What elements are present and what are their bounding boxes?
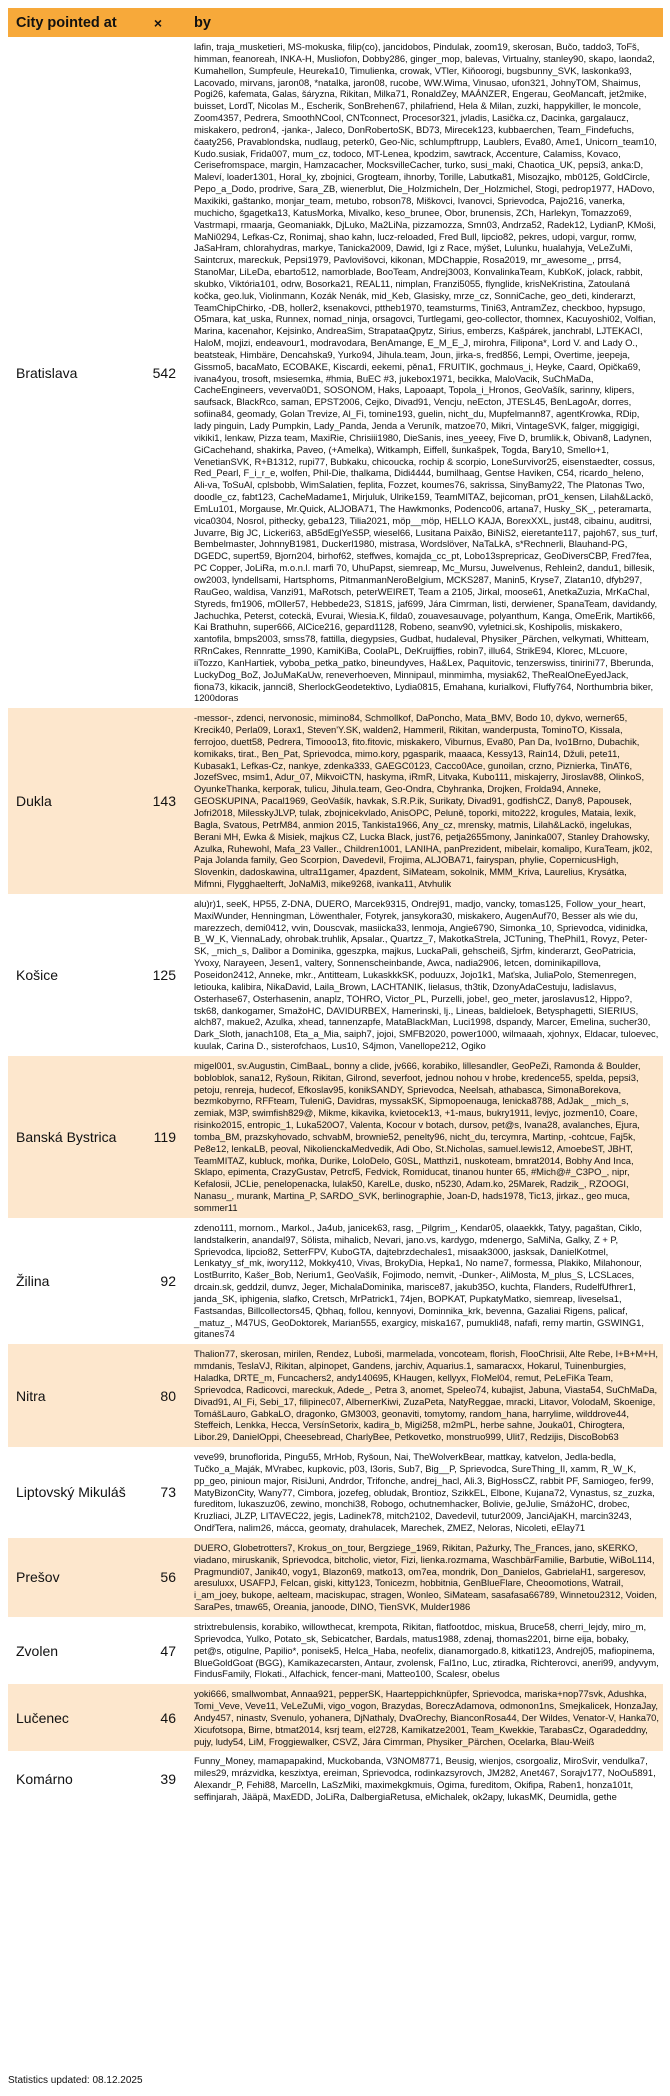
finders-list-cell: DUERO, Globetrotters7, Krokus_on_tour, Bergziege_1969, Rikitan, Pažurky, The_Frances, jano, sKERKO, viadano, miruskanik, Sprievodca, bitcholic, vietor, Fizi, lienka.rozmama, WaschbärFamilie, Barbutie, WiBoL114, Pragmundi07, Janik40, vogy1, Blazon69, matko13, om7ea, mondrik, Don_Danielos, GabrielaH1, sargeresov, aresuluxx, USAFPJ, Felcan, giski, kitty123, Tonicezm, hobbitnia, GenBlueFlare, Cheoomotions, Watrail, i_am_joey, bukope, aelteam, maciskupac, stragen, Wonleo, SiMateam, sasafasa66789, Winnetou2312, Voiden, SaraPes, tmaw65, Oreania, janoode, DINO, TienSVK, Mulder1986 (186, 1538, 663, 1617)
finders-list-cell: zdeno111, mornom., Markol., Ja4ub, janicek63, rasg, _Pilgrim_, Kendar05, olaaekkk, Tatyy, pagaštan, Ciklo, landstalkerin, anandal97, Sölista, mihalicb, Nevari, jano.vs, kardygo, mdenergo, SaMiNa, Galky, Z + P, Sprievodca, lipcio82, SetterFPV, KuboGTA, dajtebrzdechales1, misaak3000, jasksak, DanielKotmel, Lenkatyy_sf_mk, iwory112, Mokky410, Vivas, BrokyDia, Hepka1, No name7, formessa, Plakiko, Milahonour, LostBurrito, Kašer_Bob, Nerium1, GeoVašík, Fojimodo, nemvit, -Dunker-, AliMosta, M_plus_S, LCSLaces, drcain.sk, geddzil, dunvz, Jeger, MichalaDominika, marisce87, jakub35O, kuchta, Flanders, RudelfUfhrer1, janda_SK, iphigenia, slafko, Cretsch, MrPatrick1, 74jen, BOPKAT, PupkatyMatko, siemreap, liveselsa1, Fastsandas, Billcollectors45, Qbhaq, follou, kennyovi, Dominnika_krk, bevenna, Gazaliai Rigens, palicaf, _matuz_, M47US, GeoDoktorek, Marian555, exargicy, miska167, pumukli48, nafafi, remy martin, GSWING1, gitanes74 (186, 1218, 663, 1344)
city-name-cell: Dukla (8, 708, 130, 894)
finders-list-cell: veve99, brunoflorida, Pingu55, MrHob, Ryšoun, Nai, TheWolverkBear, mattkay, katvelon, Jedla-bedla, Tučko_a_Maják, MVrabec, kupkovic, p03, I3oris, Sub7, Big__P, Sprievodca, SureThing_II, xamm, R_W_K, pp_geo, pinioun major, RisiJuni, Andrdor, Trifonche, andrej_hacl, Ali.3, BigHossCZ, rabbit PF, Samiogeo, fer99, MatyBizonCity, Wany77, Cimbora, jozefeg, obludak, Brontioz, SzikkEL, Elbone, Kujana72, Vynastus, sz_zuzka, fureditom, lukaszuz06, zewino, monchi38, Robogo, ochutnemhacker, Bolivie, geJulie, SmážoHC, drobec, Kruzliaci, JLZP, LITAVEC22, jegis, Ladinek78, mitch2102, Davedevil, tutur2009, JanciAjaKH, marcin3243, OndřTera, nalim26, mácca, geomaty, drahulacek, Marechek, ZMEZ, Neloras, Nicoleti, eElay71 (186, 1447, 663, 1538)
table-row (8, 1447, 663, 1538)
city-name-cell: Zvolen (8, 1617, 130, 1684)
count-cell: 46 (130, 1684, 186, 1751)
finders-list-cell: Thalion77, skerosan, mirilen, Rendez, Luboši, marmelada, voncoteam, florish, FlooChrisii, Alte Rebe, I+B+M+H, mmdanis, TeslaVJ, Rikitan, alpinopet, Gandens, jarchiv, Aquarius.1, samaracxx, Hokarul, Tuinenburgies, Haladka, DRTE_m, Funcachers2, andy140695, KHaugen, kellyyx, FloMel04, remut, PeLeFiKa Team, Sprievodca, Radicovci, mareckuk, Adede_, Petra 3, anomet, Speleo74, kubajist, Jabuna, Viasta54, SuChMaDa, Divad91, Al_Fi, Sebi_17, filipinec07, AlbernerKiwi, ZuzaPeta, NatyReggae, mracki, Litavor, VolodaM, Skoenige, TomášLauro, GabkaLO, dragonko, GM3003, geonaviti, tomytomy, random_hana, harrylime, wilddrove44, Steffeich, Lenkka, Hecca, VersínSetorix, kadira_b, Migi258, m2mPL, herbe sahne, Jouka01, Chirogtera, Libor.29, DanielOppi, Cheesebread, CharlyBee, Petkovetko, monstruo999, Ulit7, Redzijis, DiscoBob63 (186, 1344, 663, 1447)
column-header-city[interactable]: City pointed at (8, 8, 130, 37)
table-row (8, 37, 663, 708)
city-name-cell: Liptovský Mikuláš (8, 1447, 130, 1538)
table-row (8, 894, 663, 1056)
city-statistics-table (8, 8, 663, 1807)
table-header-row (8, 8, 663, 37)
count-cell: 92 (130, 1218, 186, 1344)
finders-list-cell: -messor-, zdenci, nervonosic, mimino84, Schmollkof, DaPoncho, Mata_BMV, Bodo 10, dykvo, werner65, Krecik40, Perla09, Lorax1, Steven'Y.SK, walden2, Hammeril, Rikitan, wanderpusta, TominoTO, Kissala, ferrojoo, duett58, Pedrera, Timooo13, fito.fitovic, miskakero, Viburnus, Eva80, Pan Da, Ivo1Brno, Dubachik, komikaks, tirat., Ben_Pat, Sprievodca, mimo.kory, pgasparik, maaaca, Kessy13, Rain14, Džuli, pete11, Kubasak1, Lefkas-Cz, nankye, zdenka333, GAEGC0123, Cacco0Ace, gunoilan, crzno, Piznierka, TinAT6, JozefSvec, msim1, Adur_07, MikvoiCTN, haskyma, iRmR, Litvaka, Kubo111, miskajerry, Jiroslav88, OlinkoS, OyunkeThanka, kerporak, tulicu, Jihula.team, Geo-Ondra, Cbyhranka, Drojken, Frolda94, Anneke, GEOSKUPINA, Pacal1969, GeoVašík, havkak, S.R.P.ik, Surikaty, Divad91, godfishCZ, Dany8, Papousek, Jofri2018, MilesskyJLVP, tulak, zbojnicekvlado, AnisOPC, Peluně, toporki, mito222, krogules, Mataia, lexik, Bagla, Svatous, PetrM84, anmion 2015, Tankista1966, Any_cz, mrensky, matmis, Lilah&Lackö, ingelukas, Berani MH, Ewka & Misiek, majkus CZ, Lucka Black, just76, petja2655mony, Janinka007, Stanley Drahowsky, Azulka, Ruhewohl, Mafa_23 Valler., Children1001, LANIHA, panPrezident, mibelair, komalipo, KuraTeam, jk02, Paja Jolanda family, Geo Scorpion, Davedevil, Frojima, ALJOBA71, fairyspan, phylie, CopernicusHigh, Slovenkin, dadoskawina, ultra11gamer, 4pazdent, SiMateam, sokolnik, MMM_Kriva, Laurelius, Krysátka, Mifmni, Flygghaelterft, JoNaMi3, mike9268, ivanka11, Atvhulik (186, 708, 663, 894)
count-cell: 47 (130, 1617, 186, 1684)
count-cell: 125 (130, 894, 186, 1056)
column-header-by[interactable]: by (186, 8, 663, 37)
count-cell: 39 (130, 1751, 186, 1806)
count-cell: 143 (130, 708, 186, 894)
table-row (8, 1617, 663, 1684)
finders-list-cell: Funny_Money, mamapapakind, Muckobanda, V3NOM8771, Beusig, wienjos, csorgoaliz, MiroSvir, vendulka7, miles29, mrázvidka, keszixtya, ereiman, Sprievodca, rodinkazsyrovch, JM282, Anet467, Sorajv177, NoOu5891, Alexandr_P, Fehi88, MarcelIn, LaSzMiki, maximekgkmuis, Ogima, fureditom, Okifipa, Raben1, honza101t, seffinjarah, Jääpä, MaxEDD, JoLiRa, DalbergiaRetusa, eMichalek, ok2apy, lukasMK, Deumidla, gethe (186, 1751, 663, 1806)
finders-list-cell: lafin, traja_musketieri, MS-mokuska, filip(co), jancidobos, Pindulak, zoom19, skerosan, Bučo, taddo3, ToFš, himman, feanoreah, INKA-H, Musliofon, Dobby286, ginger_mop, balevas, Virtualny, stanley90, skapo, laonda2, Kumahellon, Sumpfeule, Heureka10, Timulienka, crowak, VTler, Kiňoorogi, bugsbunny_SVK, laskonka93, Lacovado, mirvans, jaron08, *natalka, jaron08, rucobe, WW.Wima, Vinusao, ufon321, JohnyTOM, Shaimus, Pogi26, kafemata, Galas, šáryzna, Rikitan, Milka71, RonaldZey, MAÁNZER, Engerau, GeoMancaft, jet2mike, buisset, LordT, Nicolas M., Escherik, SonBrehen67, philafriend, Hela & Milan, zuzki, happykiller, le moncole, Zoom4357, Pedrera, SmoothNCool, CNTconnect, Procesor321, jvladis, Lasička.cz, Dacinka, gargalaucz, miskakero, pedron4, -janka-, Jaleco, DonRobertoSK, BD73, Mirecek123, kubbaerchen, Team_Findefuchs, čaaty256, Pravablondska, nudlaug, peterk0, Geo-Nic, schlumpftrupp, Laublers, Eva80, Ame1, Unicorn_team10, Kudo.susiak, Frida007, mum_cz, todoco, MT-Lenea, kpodzim, sawtrack, Accenture, Calamiss, Kovaco, Cerisefromspace, margin, Hamzacacher, MocksvilleCacher, turko, susi_maki, Chaotica_UK, pepsi3, anka:D, Maleví, loader1301, Horal_ky, zbojnici, Grogteam, ihnorby, Torille, Labutka81, Misozajko, mb0125, GoldCircle, Pepo_a_Dodo, prodrive, Sara_ZB, wienerblut, Die_Holzmicheln, Der_Holzmichel, Stogi, pedrop1977, HADovo, Maxikiki, gaštanko, monjar_team, metubo, robson78, Miškovci, Ivanovci, Sprievodca, Pajo216, vanerka, muchicho, šgagetka13, KatusMorka, Mivalko, keso_brunee, Obor, brunensis, ZCh, Harlekyn, Tomazzo69, Vastrmapi, rmaarja, Geomaniakk, DjLuko, Ma2LiNa, pizzamozza, Smn03, Andrza52, Radek12, LydianP, KMoši, MaNi0294, Lefkas-Cz, Ronimaj, shao kahn, lucz-reloaded, Fred Bull, lipcio82, pekres, udopi, vargur, romw, JaSaHram, chlorahydras, markye, Tanicka2009, Dawid, Igi z Race, mýšet, Lulunku, hualahyja, VeLeZuMi, Saintcrux, mareckuk, Pepsi1979, Pavlovišovci, kikonan, MDChappie, Rosa2019, mr_awesome_, prrs4, StanoMar, LiLeDa, ebarto512, namorblade, BooTeam, Andrej3003, KonvalinkaTeam, KubKoK, jolack, rabbit, skubko, Viktória101, odrw, Bosorka21, REAL11, nimplan, Franzi5055, flynglide, krisNeKristina, Zatoulaná kočka, geo.luk, Violinmann, Kozák Nenák, mid_Keb, Glasisky, mrze_cz, SonniCache, geo_deti, kinderarzt, TeamChipChirko, -DB, holler2, ksenakovci, pttheb1970, teamsturms, Tini63, AntramZez, checkboo, hypsugo, O5mara, kat_uska, Runnex, nomad_ninja, orsagovci, Turtlegami, geo-collector, thomnex, Kacuyoshi02, Volfian, Marina, kacenahor, Kejsinko, AndreaSim, StrapataaQpytz, Sirius, emberzs, Kašpárek, janchrabl, LJTEKACI, HaloM, mojizi, endeavour1, modravodara, BenAmange, E_M_E_J, mirohra, Filipona*, Lord V. and Lady O., beatsteak, Himbäre, Dencahska9, Yurko94, Jihula.team, Joun, jirka-s, fred856, Lempi, Overtime, jeepeja, Gissmo5, bacaMato, ECOBAKE, Kiscardi, eekemi, pěna1, FRUITIK, gochmaus_i, Heyke, Caard, Opička69, ivana4you, trosoft, msiesemka, #hmia, BuEC #3, jukebox1971, becikka, MaloVacik, SuChMaDa, CacheEngineers, veverva0D1, SOSONOM, Haks, Lapoaapt, Topola_i_Hronos, GeoVašík, sarinny, klipers, saufsack, BlackRco, saman, EPST2006, Cejko, Divad91, Vencju, neEcton, JTESL45, BenLagoAr, dorres, sofiina84, geomady, Golan Trevize, Al_Fi, tomine193, guelin, nicht_du, Mupfelmann87, agentKrowka, RDip, lady pinguin, Lady Pumpkin, Lady_Panda, Jenda a Veruník, matzoe70, Mikri, VintageSVK, falger, miggigigi, vikiki1, lenkaw, Pizza team, MaxiRie, Chrisiii1980, DieSanis, ines_yeeey, Five D, brumlik.k, Obivan8, Ladynen, GiCachehand, shakirka, Paveo, (+Amelka), Witkamph, Eiffell, šunkašpek, Togda, Bary10, Smello+1, VenetianSVK, R+B1312, rupi77, Bubkaku, chicoucka, rochip & scorpio, LoneSurvivor25, eisenstaedter, cossus, Red_Pearl, F_i_r_e, wolfen, Phil-Die, thalkama, Didi4444, bumilhaag, Gentse Haviken, C54, ricardo_heleno, Ali-va, ToSuAl, cplsbobb, WimSalatien, feplita, Fozzet, koumes76, sakrissa, SinyBamy22, The Platonas Two, doodle_cz, fabt123, CacheMadame1, Mirjuluk, Ulrike159, TeamMITAZ, bejicoman, prO1_kensen, Lilah&Lackö, EmLu101, Morgause, Mr.Quick, ALJOBA71, The Hawkmonks, Podenco06, artana7, Husky_SK_, peteramarta, vica0304, Nosrol, pithecky, geba123, Tilia2021, möp__möp, HELLO KAJA, BorexXXL, just48, cibainu, auditrsi, Juvarre, Big JC, Lickeri63, aB5dEglYeS5P, wiesel66, Lusitana Paixão, BiNiS2, eieretante117, pajoh67, sus_turf, Bembelmaster, JohnnyB1981, Duckerl1980, mistrasa, Wordslöver, NaTaLkA, s*Rechnerli, Blauhand-PG, DGEDC, supert59, Bjorn204, birhof62, steffwes, komajda_cc_pt, Lobo13sprepricaz, GeoDiversCBP, Fred7fea, PC Copper, JoLiRa, m.o.n.l. marfi 70, UhuPapst, siemreap, Mc_Mursu, Juwelvenus, Rehlein2, dandu1, billesik, ow2003, lyndellsami, Hartsphoms, PitmanmanNeroBelgium, MCKS287, Manin5, Kryse7, Zlatan10, dfyb297, RauGeo, waldisa, Vanzi91, MaRotsch, peterWEIRET, Team a 2105, Jirkal, moose61, AnetkaZuzia, MrKaChal, Styreds, fm1906, mOller57, Hebbede23, S181S, jaf699, Jára Cimrman, listi, derwiener, SpanaTeam, davidandy, Jachuchka, Peterst, coteckä, Evurai, Wiesia.K, filda0, zouavesauvage, polyanthum, Kanga, OmeErik, Martik66, Kai Brathuhn, super666, AlCice216, gepard1128, Robeno, seanv90, vyletnici.sk, Koshipolis, miskakero, xantofila, bmps2003, smss78, fattilla, diegypsies, Gudbat, hudaleval, Physiker_Pärchen, velkymati, Whitteam, RRnCakes, Rennratte_1990, KamiKiBa, CoolaPL, DeKruijffies, robin7, illu64, StrikE94, Klorec, MLcuore, iiTozzo, KanHartiek, vyboba_petka_patko, bineundyves, Ha&Lex, Paquitovic, tenzerswiss, tinirini77, Bberunda, LuckyDog_BoZ, JoJuMaKaUw, reneverhoeven, Minnipaul, minmimha, mysiak62, TheRealOneEyedJack, fiona73, kikacik, jannci8, SherlockGeodetektivo, Lydia0815, Emahana, kurialkovi, Fluffy764, Northumbria biker, 1200doras (186, 37, 663, 708)
finders-list-cell: alu)r)1, seeK, HP55, Z-DNA, DUERO, Marcek9315, Ondrej91, madjo, vancky, tomas125, Follow_your_heart, MaxiWunder, Henningman, Löwenthaler, Fotyrek, jansykora30, miskakero, AugenAuf70, Besser als wie du, marezzech, demi0412, vvin, Douscvak, masiicka33, lenmoja, Angie6790, Simonka_10, Sprievodca, vidinidka, B_W_K, ViennaLady, ohrobak.truhlik, Apsalar., Quartzz_7, MakotkaStrela, JCTuning, ThePhil1, Rovyz, Peter-SK, _mich_s, Dalibor a Dominika, ggeszpka, majkus, LuckaPali, gehscheiß, Sjrfm, kinderarzt, GeoPatricia, Yvoxy, Narayeen, Jesen1, valtery, Sonnenscheinbande, Awca, nadia2906, letcen, dominikapillova, Poseidon2412, Anneke, mkr., Antitteam, LukaskkkSK, poduuzx, Jojo1k1, Maťska, JuliaPolo, Stemenregen, letiouka, kalibira, NikaDavid, Laila_Brown, LACHTANIK, lielasus, th3tik, DzonyAdaCestuju, ladislavus, Osterhase67, Osterhasenin, anaplz, TOHRO, Victor_PL, Purzelli, jobe!, geo_meter, jaroslavus12, Hippo?, tsk68, dankogamer, SmažoHC, DAVIDURBEX, Hamerinski, lj., Lineas, baldieloek, Betysphagetti, SIERIUS, alch87, makue2, Azulka, xhead, tannenzapfe, MataBlackMan, Luci1998, dspandy, Marcer, Emelina, sucher30, Dark_Sloth, janach108, Eta_a_Mia, saiph7, jojoi, SMFB2020, power1000, wilmaaah, xjohnyx, Eldacar, tuloevec, kuulak, Carina D., sisterofchaos, Lus10, S4jmon, Vanellope212, Ogiko (186, 894, 663, 1056)
table-row (8, 1218, 663, 1344)
city-name-cell: Bratislava (8, 37, 130, 708)
count-cell: 80 (130, 1344, 186, 1447)
finders-list-cell: strixtrebulensis, korabiko, willowthecat, krempota, Rikitan, flatfootdoc, miskua, Bruce58, cherri_lejdy, miro_m, Sprievodca, Yulko, Potato_sk, Sebicatcher, Bardals, matus1988, zdenaj, thomas2201, birne eija, bobaky, pet@s, otigulne, Papilio*, ponisek5, Helca_Haba, neofelix, dianamorgado.8, kitkati123, Andrej05, mafiopinema, BlueGoldGoat (BGG), Kamikazecarsten, Antaur, zvolensk, Fal1no, Luc, ztiradka, Richterovci, aneri99, andyvym, FindusFamily, Flokati., Alfachick, fencer-mani, Matteo100, Scalesr, obelus (186, 1617, 663, 1684)
count-cell: 56 (130, 1538, 186, 1617)
city-name-cell: Komárno (8, 1751, 130, 1806)
city-name-cell: Košice (8, 894, 130, 1056)
city-name-cell: Nitra (8, 1344, 130, 1447)
table-row (8, 1056, 663, 1218)
table-row (8, 1344, 663, 1447)
city-name-cell: Žilina (8, 1218, 130, 1344)
table-row (8, 1684, 663, 1751)
count-cell: 542 (130, 37, 186, 708)
count-cell: 119 (130, 1056, 186, 1218)
table-row (8, 1751, 663, 1806)
count-cell: 73 (130, 1447, 186, 1538)
column-header-count[interactable]: × (130, 8, 186, 37)
table-row (8, 708, 663, 894)
table-row (8, 1538, 663, 1617)
statistics-updated-label: Statistics updated: 08.12.2025 (8, 2075, 143, 2086)
city-name-cell: Prešov (8, 1538, 130, 1617)
city-name-cell: Lučenec (8, 1684, 130, 1751)
finders-list-cell: migel001, sv.Augustin, CimBaaL, bonny a clide, jv666, korabiko, lillesandler, GeoPeZi, Ramonda & Boulder, bobloblok, sana12, Ryšoun, Rikitan, Gilrond, severfoot, jednou nohou v hrobe, kredence55, spelda, pepsi3, petoju, renreja, hudecof, Efkoslav95, konikSANDY, Sprievodca, Neelsah, athabasca, SimonaBorekova, bezmkobyrno, RFFteam, TuleniG, Davidras, myssakSK, Sipmopoenauga, lenicka8788, AdJak_ _mich_s, zemiak, M3P, swimfish829@, Mikme, kikavika, kvietocek13, +1-maus, bukry1911, levjyc, jozmen10, Coare, risinko2015, entropic_1, Luka520O7, Valenta, Kocour v botach, dursov, pet@s, Ivana28, avalanches, Ejura, tomba_BM, prazskyhovado, schvabM, brownie52, penelty96, nicht_du, tercymra, Martinp, -cohtcue, Faj5k, Pe8e12, lenkaLB, peoval, NikolienckaMedvedik, Adi Obo, St.Nicholas, samuel.lewis12, AmoebeST, JBHT, TeamMITAZ, kubluck, moňka, Durike, LoloDelo, G0SL, Matthzi1, nuskoteam, bmrat2014, Bobhy And Inca, Sklapo, epimenta, CrazyGustav, Petrcf5, Fedvick, Romiducat, tinanou hunter 65, #Mich@#_C3PO_, nipr, Kefalosii, JCLie, penelopenacka, lulak50, KarelLe, dusko, n5230, Adam.ko, 25Marek, Radzik_, RZOOGI, Nanasu_, murank, Martina_P, SARDO_SVK, berlinographie, Joan-D, hads1978, Tic13, jirkaz., geo muca, sommer11 (186, 1056, 663, 1218)
finders-list-cell: yoki666, smallwombat, Annaa921, pepperSK, Haarteppichknüpfer, Sprievodca, mariska+nop77svk, Adushka, Tomi_Veve, Veve11, VeLeZuMi, vigo_vogon, Brazydas, BoreczAdamova, odmonon1ns, Smejkalicek, HonzaJay, Andy457, ninastv, Svenulo, yohanera, DjNathaly, DvaOrechy, BianconRosa44, Der Wildes, Venator-V, Hanka70, Xicufotsopa, Birne, btmat2014, ksrj team, el2728, Kamikatze2001, Team_Kwekkie, TarabasCz, Ogaradeddny, pujy, ludy54, LiM, Froggiewalker, CSVZ, Jára Cimrman, Physiker_Pärchen, Ocelarka, Blau-Weiß (186, 1684, 663, 1751)
city-name-cell: Banská Bystrica (8, 1056, 130, 1218)
